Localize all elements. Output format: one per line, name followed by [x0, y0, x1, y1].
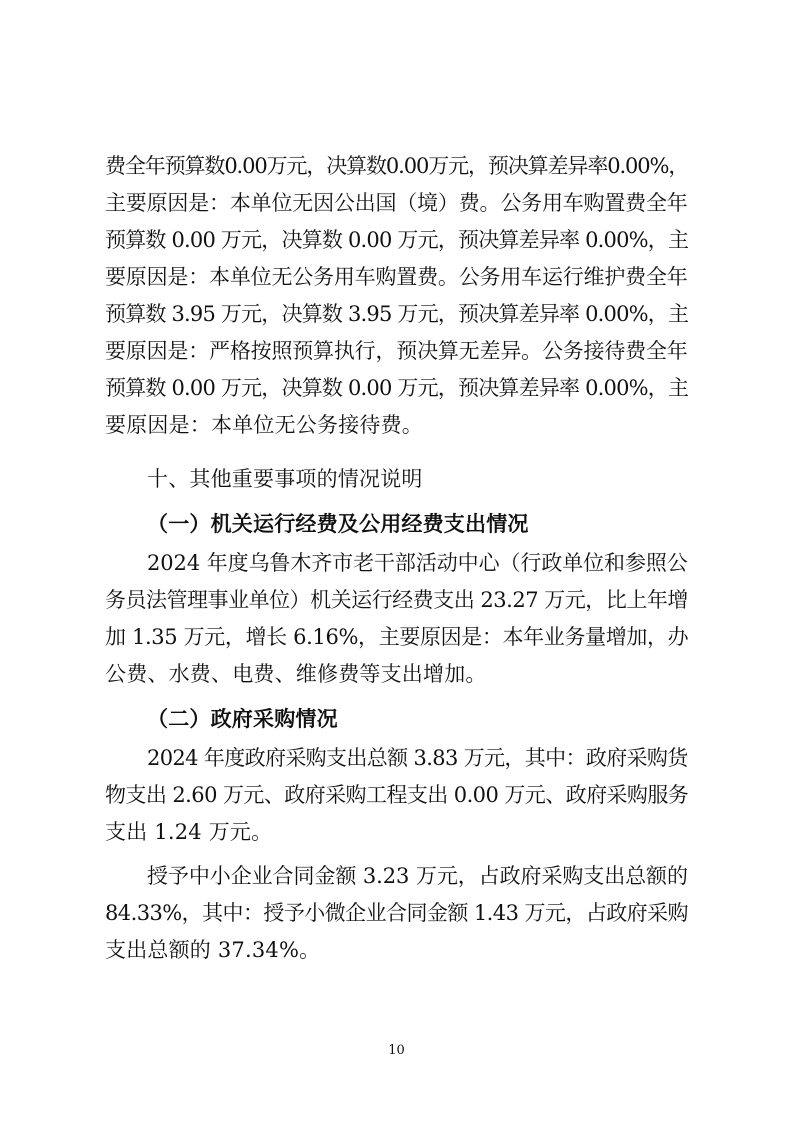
text-line: 主要原因是：本单位无因公出国（境）费。公务用车购置费全年 [105, 191, 688, 215]
text-line: 公费、水费、电费、维修费等支出增加。 [105, 662, 487, 686]
text-line: 加 1.35 万元，增长 6.16%，主要原因是：本年业务量增加，办 [105, 625, 689, 649]
text-line: 2024 年度乌鲁木齐市老干部活动中心（行政单位和参照公 [147, 551, 688, 575]
subsection-heading: （二）政府采购情况 [147, 706, 338, 731]
text-line: 务员法管理事业单位）机关运行经费支出 23.27 万元，比上年增 [105, 588, 688, 612]
page-number: 10 [388, 1043, 405, 1058]
text-line: 要原因是：严格按照预算执行，预决算无差异。公务接待费全年 [105, 339, 688, 363]
text-line: 2024 年度政府采购支出总额 3.83 万元，其中：政府采购货 [147, 746, 688, 770]
text-line: 预算数 0.00 万元，决算数 0.00 万元，预决算差异率 0.00%，主 [105, 228, 689, 252]
text-line: 预算数 0.00 万元，决算数 0.00 万元，预决算差异率 0.00%，主 [105, 376, 689, 400]
text-line: 84.33%，其中：授予小微企业合同金额 1.43 万元，占政府采购 [105, 901, 688, 925]
section-heading: 十、其他重要事项的情况说明 [147, 467, 423, 491]
text-line: 支出总额的 37.34%。 [105, 938, 321, 962]
subsection-heading: （一）机关运行经费及公用经费支出情况 [147, 511, 529, 536]
text-line: 授予中小企业合同金额 3.23 万元，占政府采购支出总额的 [147, 864, 688, 888]
text-line: 物支出 2.60 万元、政府采购工程支出 0.00 万元、政府采购服务 [105, 783, 689, 807]
text-line: 要原因是：本单位无公务用车购置费。公务用车运行维护费全年 [105, 265, 688, 289]
text-line: 费全年预算数0.00万元，决算数0.00万元，预决算差异率0.00%， [105, 154, 689, 178]
text-line: 要原因是：本单位无公务接待费。 [105, 413, 423, 437]
text-line: 支出 1.24 万元。 [105, 820, 273, 844]
text-line: 预算数 3.95 万元，决算数 3.95 万元，预决算差异率 0.00%，主 [105, 302, 689, 326]
